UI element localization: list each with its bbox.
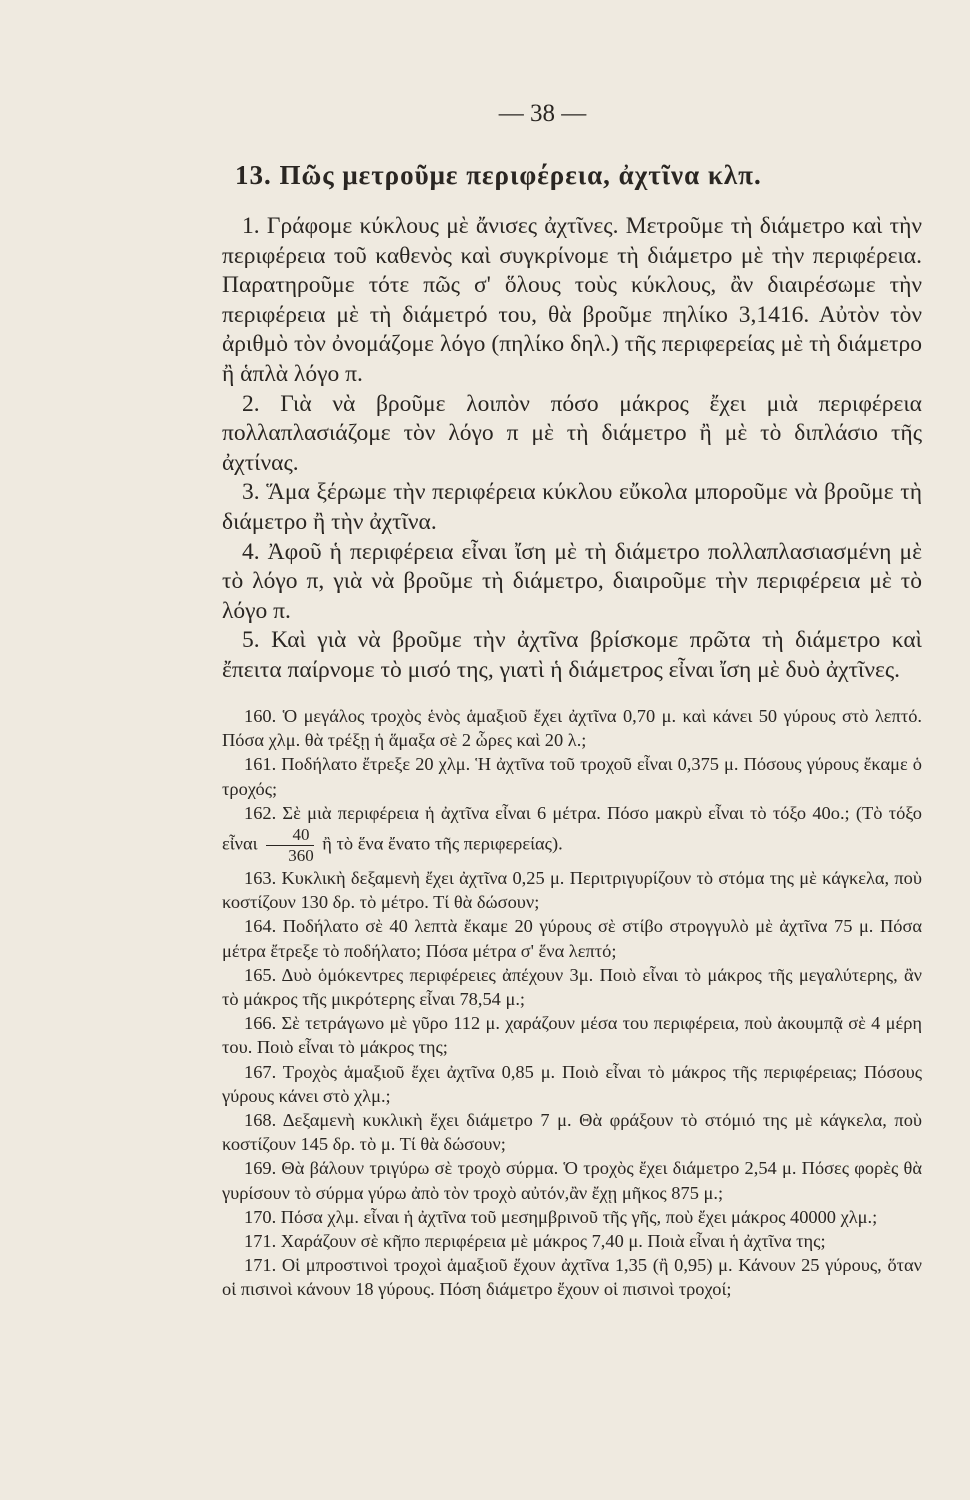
exercise-item: 163. Κυκλικὴ δεξαμενὴ ἔχει ἀχτῖνα 0,25 μ. Περιτριγυρίζουν τὸ στόμα της μὲ κάγκελα, ποὺ κοστίζουν 130 δρ. τὸ μέτρο. Τί θὰ δώσουν; — [222, 868, 922, 913]
exercise-item — [222, 801, 922, 866]
page-number: — 38 — — [498, 100, 587, 127]
exercise-item: 165. Δυὸ ὁμόκεντρες περιφέρειες ἀπέχουν 3μ. Ποιὸ εἶναι τὸ μάκρος τῆς μεγαλύτερης, ἂν τὸ μάκρος τῆς μικρότερης εἶναι 78,54 μ.; — [222, 964, 922, 1010]
exercise-item: 167. Τροχὸς ἁμαξιοῦ ἔχει ἀχτῖνα 0,85 μ. Ποιὸ εἶναι τὸ μάκρος τῆς περιφέρειας; Πόσους γύρους κάνει στὸ χλμ.; — [222, 1061, 922, 1106]
exercise-item: 168. Δεξαμενὴ κυκλικὴ ἔχει διάμετρο 7 μ. Θὰ φράξουν τὸ στόμιό της μὲ κάγκελα, ποὺ κοστίζουν 145 δρ. τὸ μ. Τί θὰ δώσουν; — [222, 1110, 922, 1155]
exercise-list — [222, 704, 922, 1302]
fraction-denominator: 360 — [288, 846, 314, 866]
exercise-item: 169. Θὰ βάλουν τριγύρω σὲ τροχὸ σύρμα. Ὁ τροχὸς ἔχει διάμετρο 2,54 μ. Πόσες φορὲς θὰ γυρίσουν τὸ σύρμα γύρω ἀπὸ τὸν τροχὸ αὐτόν,ἂν ἔχῃ μῆκος 875 μ.; — [222, 1158, 922, 1203]
paragraph: 1. Γράφομε κύκλους μὲ ἄνισες ἀχτῖνες. Μετροῦμε τὴ διάμετρο καὶ τὴν περιφέρεια τοῦ καθενὸς καὶ συγκρίνομε τὴ διάμετρο μὲ τὴν περιφέρεια. Παρατηροῦμε τότε πῶς σ' ὅλους τοὺς κύκλους, ἂν διαιρέσωμε τὴν περιφέρεια μὲ τὴ διάμετρό του, θὰ βροῦμε πηλίκο 3,1416. Αὐτὸν τὸν ἀριθμὸ τὸν ὀνομάζομε λόγο (πηλίκο δηλ.) τῆς περιφερείας μὲ τὴ διάμετρο ἢ ἁπλὰ λόγο π. — [222, 213, 922, 387]
exercise-item: 171. Χαράζουν σὲ κῆπο περιφέρεια μὲ μάκρος 7,40 μ. Ποιὰ εἶναι ἡ ἀχτῖνα της; — [244, 1231, 826, 1252]
exercise-item: 160. Ὁ μεγάλος τροχὸς ἑνὸς ἁμαξιοῦ ἔχει ἀχτῖνα 0,70 μ. καὶ κάνει 50 γύρους στὸ λεπτό. Πόσα χλμ. θὰ τρέξῃ ἡ ἅμαξα σὲ 2 ὧρες καὶ 20 λ.; — [222, 706, 922, 751]
paragraph: 4. Ἀφοῦ ἡ περιφέρεια εἶναι ἴση μὲ τὴ διάμετρο πολλαπλασιασμένη μὲ τὸ λόγο π, γιὰ νὰ βροῦμε τὴ διάμετρο, διαιροῦμε τὴν περιφέρεια μὲ τὸ λόγο π. — [222, 538, 922, 624]
fraction — [266, 825, 314, 866]
section-heading: 13. Πῶς μετροῦμε περιφέρεια, ἀχτῖνα κλπ. — [235, 160, 762, 190]
exercise-item: 164. Ποδήλατο σὲ 40 λεπτὰ ἔκαμε 20 γύρους σὲ στίβο στρογγυλὸ μὲ ἀχτῖνα 75 μ. Πόσα μέτρα ἔτρεξε τὸ ποδήλατο; Πόσα μέτρα σ' ἕνα λεπτό; — [222, 916, 922, 961]
exercise-item: 166. Σὲ τετράγωνο μὲ γῦρο 112 μ. χαράζουν μέσα του περιφέρεια, ποὺ ἀκουμπᾷ σὲ 4 μέρη του. Ποιὸ εἶναι τὸ μάκρος της; — [222, 1013, 922, 1058]
exercise-item: 161. Ποδήλατο ἔτρεξε 20 χλμ. Ἡ ἀχτῖνα τοῦ τροχοῦ εἶναι 0,375 μ. Πόσους γύρους ἔκαμε ὁ τροχός; — [222, 754, 922, 799]
paragraph: 3. Ἅμα ξέρωμε τὴν περιφέρεια κύκλου εὔκολα μποροῦμε νὰ βροῦμε τὴ διάμετρο ἢ τὴν ἀχτῖνα. — [222, 479, 922, 535]
fraction-numerator: 40 — [266, 825, 314, 846]
paragraph: 5. Καὶ γιὰ νὰ βροῦμε τὴν ἀχτῖνα βρίσκομε πρῶτα τὴ διάμετρο καὶ ἔπειτα παίρνομε τὸ μισό της, γιατὶ ἡ διάμετρος εἶναι ἴση μὲ δυὸ ἀχτῖνες. — [222, 627, 922, 683]
exercise-text: 162. Σὲ μιὰ περιφέρεια ἡ ἀχτῖνα εἶναι 6 μέτρα. Πόσο μακρὺ εἶναι τὸ τόξο 40ο.; (Τὸ τόξο εἶναι — [222, 802, 922, 854]
paragraph: 2. Γιὰ νὰ βροῦμε λοιπὸν πόσο μάκρος ἔχει μιὰ περιφέρεια πολλαπλασιάζομε τὸν λόγο π μὲ τὴ διάμετρο ἢ μὲ τὸ διπλάσιο τῆς ἀχτίνας. — [222, 390, 922, 476]
exercise-item: 171. Οἱ μπροστινοὶ τροχοὶ ἁμαξιοῦ ἔχουν ἀχτῖνα 1,35 (ἢ 0,95) μ. Κάνουν 25 γύρους, ὅταν οἱ πισινοὶ κάνουν 18 γύρους. Πόση διάμετρο ἔχουν οἱ πισινοὶ τροχοί; — [222, 1255, 922, 1300]
exercise-item: 170. Πόσα χλμ. εἶναι ἡ ἀχτῖνα τοῦ μεσημβρινοῦ τῆς γῆς, ποὺ ἔχει μάκρος 40000 χλμ.; — [244, 1206, 878, 1227]
exercise-text: ἢ τὸ ἕνα ἔνατο τῆς περιφερείας). — [322, 833, 563, 854]
theory-text — [222, 212, 922, 686]
